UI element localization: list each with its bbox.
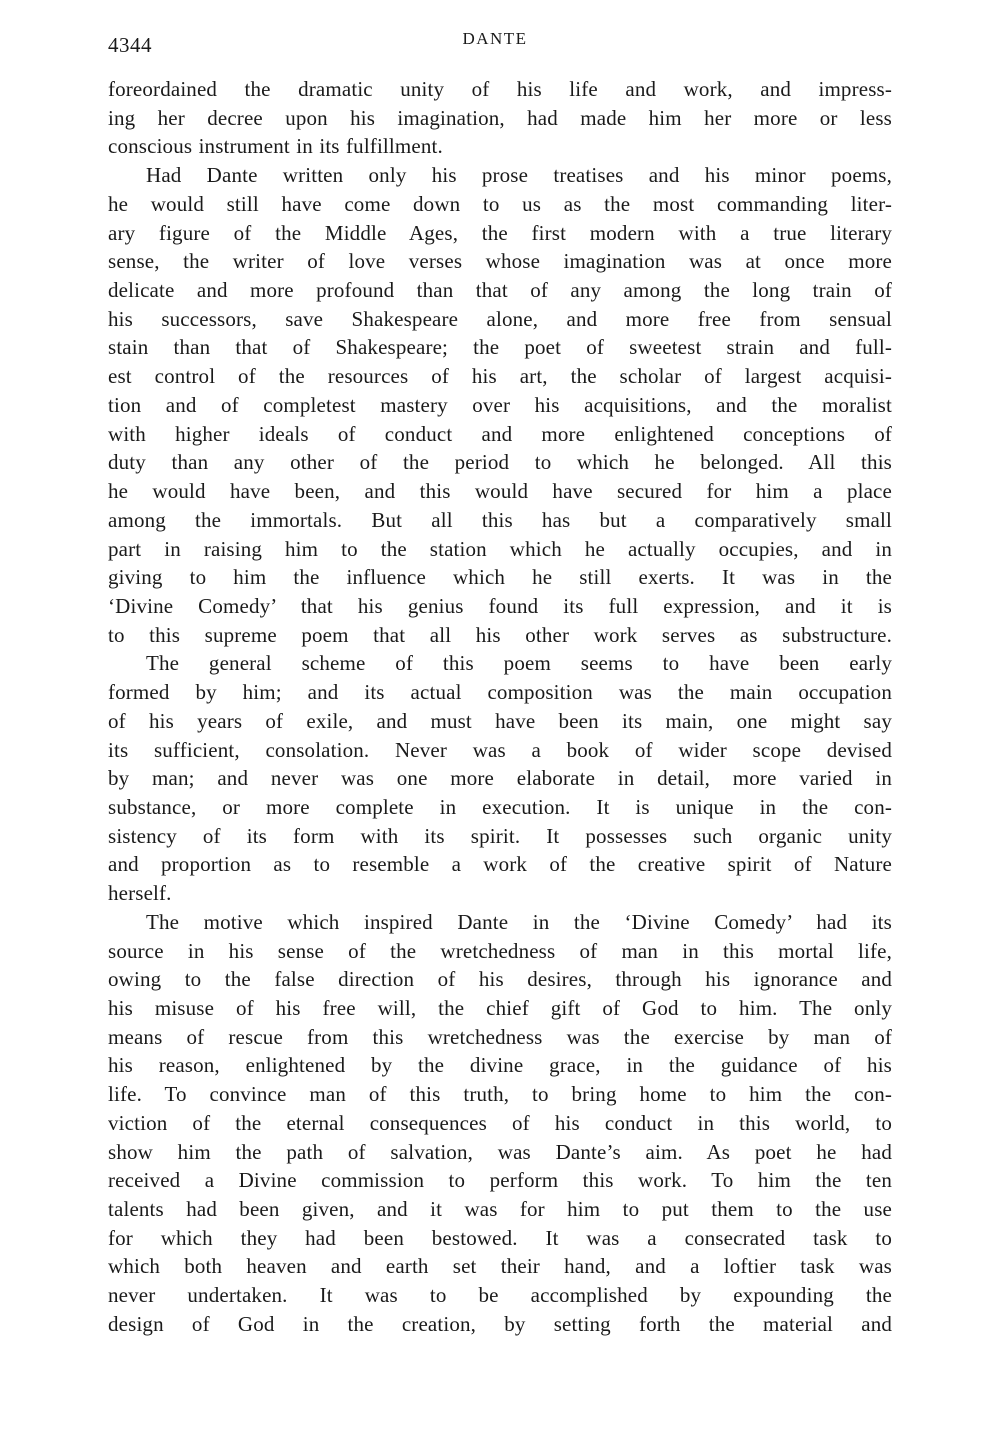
text-line: viction of the eternal consequences of his conduct in this world, to — [108, 1110, 892, 1135]
text-line: herself. — [108, 881, 172, 906]
text-line: owing to the false direction of his desires, through his ignorance and — [108, 967, 892, 992]
text-line: stain than that of Shakespeare; the poet of sweetest strain and full- — [108, 335, 892, 360]
text-line: never undertaken. It was to be accomplished by expounding the — [108, 1283, 892, 1308]
paragraph-general-scheme — [108, 649, 892, 907]
text-line: est control of the resources of his art, the scholar of largest acquisi- — [108, 364, 892, 389]
text-line: The general scheme of this poem seems to have been early — [146, 651, 892, 676]
text-line: Had Dante written only his prose treatises and his minor poems, — [146, 163, 892, 188]
paragraph-prose-treatises — [108, 161, 892, 649]
text-line: formed by him; and its actual composition was the main occupation — [108, 680, 892, 705]
text-line: ‘Divine Comedy’ that his genius found its full expression, and it is — [108, 593, 892, 618]
text-line: sistency of its form with its spirit. It possesses such organic unity — [108, 823, 892, 848]
text-line: The motive which inspired Dante in the ‘Divine Comedy’ had its — [146, 909, 892, 934]
text-line: of his years of exile, and must have been its main, one might say — [108, 708, 892, 733]
running-title: DANTE — [462, 29, 528, 48]
text-line: duty than any other of the period to which he belonged. All this — [108, 450, 892, 475]
text-line: among the immortals. But all this has but a comparatively small — [108, 507, 892, 532]
text-line: conscious instrument in its fulfillment. — [108, 134, 443, 159]
text-line: to this supreme poem that all his other work serves as substructure. — [108, 622, 892, 647]
text-line: received a Divine commission to perform this work. To him the ten — [108, 1168, 892, 1193]
text-line: he would still have come down to us as the most commanding liter- — [108, 191, 892, 216]
text-line: sense, the writer of love verses whose imagination was at once more — [108, 249, 892, 274]
text-line: its sufficient, consolation. Never was a book of wider scope devised — [108, 737, 892, 762]
text-line: by man; and never was one more elaborate in detail, more varied in — [108, 766, 892, 791]
text-line: and proportion as to resemble a work of the creative spirit of Nature — [108, 852, 892, 877]
text-line: design of God in the creation, by setting forth the material and — [108, 1311, 892, 1336]
text-line: source in his sense of the wretchedness of man in this mortal life, — [108, 938, 892, 963]
text-line: ary figure of the Middle Ages, the first modern with a true literary — [108, 220, 892, 245]
text-line: means of rescue from this wretchedness was the exercise by man of — [108, 1024, 892, 1049]
text-line: talents had been given, and it was for him to put them to the use — [108, 1197, 892, 1222]
text-line: he would have been, and this would have secured for him a place — [108, 479, 892, 504]
text-line: substance, or more complete in execution. It is unique in the con- — [108, 794, 892, 819]
text-line: giving to him the influence which he still exerts. It was in the — [108, 565, 892, 590]
page-number: 4344 — [108, 33, 152, 57]
text-line: foreordained the dramatic unity of his life and work, and impress- — [108, 77, 892, 101]
text-line: his misuse of his free will, the chief gift of God to him. The only — [108, 996, 892, 1020]
paragraph-continuation — [108, 75, 892, 161]
text-line: his reason, enlightened by the divine grace, in the guidance of his — [108, 1053, 892, 1078]
text-line: ing her decree upon his imagination, had made him her more or less — [108, 105, 892, 130]
text-line: life. To convince man of this truth, to bring home to him the con- — [108, 1082, 892, 1107]
text-line: delicate and more profound than that of any among the long train of — [108, 278, 892, 303]
text-line: which both heaven and earth set their hand, and a loftier task was — [108, 1254, 892, 1279]
text-line: with higher ideals of conduct and more enlightened conceptions of — [108, 421, 892, 446]
text-line: show him the path of salvation, was Dante’s aim. As poet he had — [108, 1139, 892, 1164]
text-line: his successors, save Shakespeare alone, and more free from sensual — [108, 306, 892, 331]
body-text — [108, 75, 892, 1339]
text-line: tion and of completest mastery over his acquisitions, and the moralist — [108, 392, 892, 417]
text-line: for which they had been bestowed. It was a consecrated task to — [108, 1225, 892, 1250]
paragraph-motive — [108, 908, 892, 1339]
text-line: part in raising him to the station which he actually occupies, and in — [108, 536, 892, 561]
